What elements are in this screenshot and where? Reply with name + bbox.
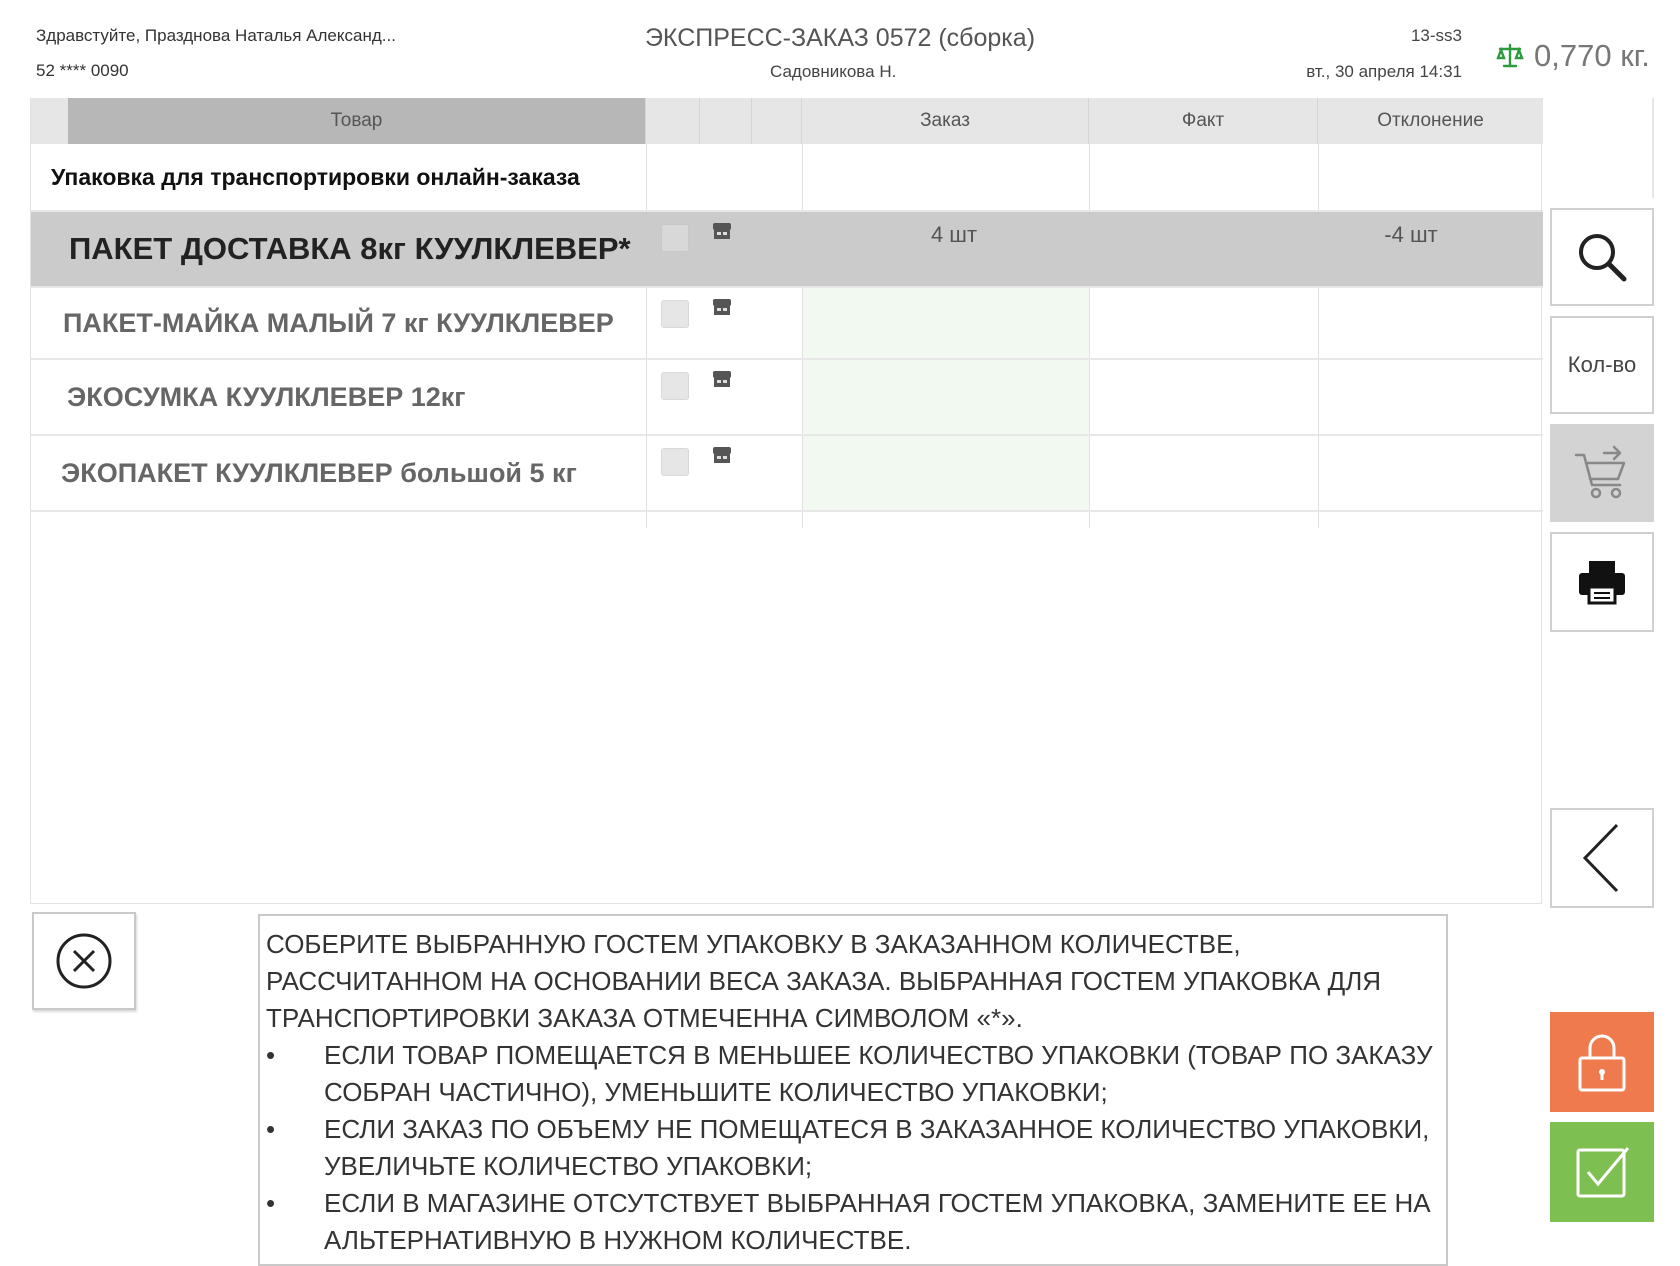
greeting-text: Здравстуйте, Празднова Наталья Александ... xyxy=(36,26,396,45)
assignee-name: Садовникова Н. xyxy=(770,62,897,81)
search-icon xyxy=(1574,229,1630,285)
back-button[interactable] xyxy=(1550,808,1654,908)
cart-icon xyxy=(1570,441,1634,505)
instruction-item: • ЕСЛИ ТОВАР ПОМЕЩАЕТСЯ В МЕНЬШЕЕ КОЛИЧЕСТВО УПАКОВКИ (ТОВАР ПО ЗАКАЗУ СОБРАН ЧАСТИЧНО), УМЕНЬШИТЕ КОЛИЧЕСТВО УПАКОВКИ; xyxy=(266,1037,1438,1111)
confirm-button[interactable] xyxy=(1550,1122,1654,1222)
column-header-order[interactable]: Заказ xyxy=(802,98,1089,144)
lock-icon xyxy=(1574,1030,1630,1094)
table-row[interactable] xyxy=(31,288,1543,360)
row-checkbox[interactable] xyxy=(661,448,689,476)
date-time: вт., 30 апреля 14:31 xyxy=(1306,62,1462,81)
table-row[interactable] xyxy=(31,436,1543,512)
instruction-item: • ЕСЛИ В МАГАЗИНЕ ОТСУТСТВУЕТ ВЫБРАННАЯ ГОСТЕМ УПАКОВКА, ЗАМЕНИТЕ ЕЕ НА АЛЬТЕРНАТИВНУЮ В НУЖНОМ КОЛИЧЕСТВЕ. xyxy=(266,1185,1438,1259)
order-cell[interactable] xyxy=(803,288,1089,358)
column-header-blank xyxy=(646,98,700,144)
product-name: ПАКЕТ ДОСТАВКА 8кг КУУЛКЛЕВЕР* xyxy=(69,231,631,266)
column-header-fact[interactable]: Факт xyxy=(1089,98,1318,144)
weight-display xyxy=(1496,38,1650,74)
user-phone: 52 **** 0090 xyxy=(36,61,129,80)
group-row xyxy=(31,144,1543,212)
row-checkbox[interactable] xyxy=(661,224,689,252)
print-button[interactable] xyxy=(1550,532,1654,632)
column-header-blank xyxy=(752,98,802,144)
product-name: ЭКОСУМКА КУУЛКЛЕВЕР 12кг xyxy=(67,381,466,412)
product-name: ЭКОПАКЕТ КУУЛКЛЕВЕР большой 5 кг xyxy=(61,457,577,488)
column-header-product[interactable]: Товар xyxy=(68,98,646,144)
order-cell[interactable] xyxy=(803,436,1089,510)
deviation-cell xyxy=(1319,288,1543,358)
order-cell[interactable] xyxy=(803,360,1089,434)
deviation-qty: -4 шт xyxy=(1384,222,1438,247)
lock-button[interactable] xyxy=(1550,1012,1654,1112)
close-icon xyxy=(54,931,114,991)
instructions-list xyxy=(266,1037,1438,1259)
row-checkbox[interactable] xyxy=(661,300,689,328)
deviation-cell xyxy=(1319,212,1543,286)
group-title: Упаковка для транспортировки онлайн-заказа xyxy=(51,163,580,190)
table-header xyxy=(31,98,1543,144)
instructions-intro: СОБЕРИТЕ ВЫБРАННУЮ ГОСТЕМ УПАКОВКУ В ЗАКАЗАННОМ КОЛИЧЕСТВЕ, РАССЧИТАННОМ НА ОСНОВАНИИ ВЕСА ЗАКАЗА. ВЫБРАННАЯ ГОСТЕМ УПАКОВКА ДЛЯ ТРАНСПОРТИРОВКИ ЗАКАЗА ОТМЕЧЕННА СИМВОЛОМ «*». xyxy=(266,929,1382,1033)
quantity-button-label: Кол-во xyxy=(1567,352,1637,377)
printer-icon xyxy=(1575,555,1629,609)
order-title: ЭКСПРЕСС-ЗАКАЗ 0572 (сборка) xyxy=(644,24,1036,52)
instructions-panel xyxy=(258,914,1448,1266)
deviation-cell xyxy=(1319,436,1543,510)
chevron-left-icon xyxy=(1577,821,1627,895)
store-icon xyxy=(711,368,733,390)
weight-value: 0,770 кг. xyxy=(1534,38,1650,73)
close-button[interactable] xyxy=(32,912,136,1010)
scale-icon xyxy=(1496,42,1524,70)
cart-transfer-button[interactable] xyxy=(1550,424,1654,522)
order-items-table xyxy=(30,98,1542,904)
column-header-blank xyxy=(700,98,752,144)
table-row[interactable] xyxy=(31,360,1543,436)
station-id: 13-ss3 xyxy=(1410,26,1462,45)
checkbox-icon xyxy=(1572,1142,1632,1202)
search-button[interactable] xyxy=(1550,208,1654,306)
order-qty: 4 шт xyxy=(930,222,978,247)
row-checkbox[interactable] xyxy=(661,372,689,400)
store-icon xyxy=(711,220,733,242)
deviation-cell xyxy=(1319,360,1543,434)
quantity-button[interactable] xyxy=(1550,316,1654,414)
store-icon xyxy=(711,296,733,318)
instruction-item: • ЕСЛИ ЗАКАЗ ПО ОБЪЕМУ НЕ ПОМЕЩАТЕСЯ В ЗАКАЗАННОЕ КОЛИЧЕСТВО УПАКОВКИ, УВЕЛИЧЬТЕ КОЛИЧЕСТВО УПАКОВКИ; xyxy=(266,1111,1438,1185)
store-icon xyxy=(711,444,733,466)
table-row[interactable] xyxy=(31,212,1543,288)
column-header-deviation[interactable]: Отклонение xyxy=(1377,110,1484,131)
order-cell xyxy=(803,212,1089,286)
divider xyxy=(1652,98,1654,198)
product-name: ПАКЕТ-МАЙКА МАЛЫЙ 7 кг КУУЛКЛЕВЕР xyxy=(63,307,614,338)
